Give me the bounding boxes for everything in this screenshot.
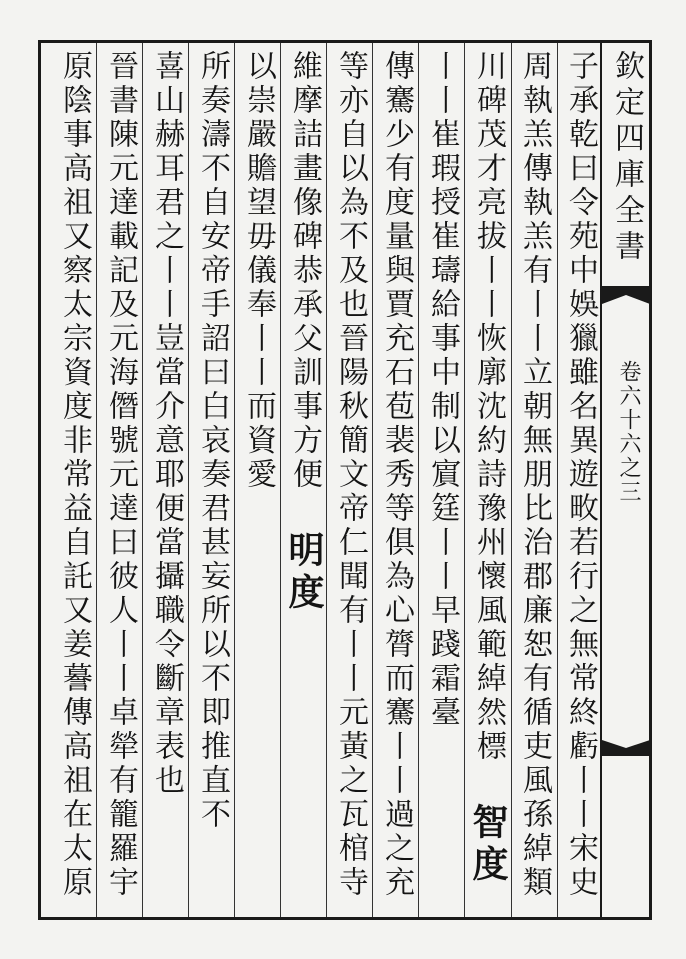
text-column-3	[467, 50, 509, 910]
text-column-9	[194, 50, 230, 910]
text-column-12	[56, 50, 92, 910]
column-text: 所奏濤不自安帝手詔曰白哀奏君甚妄所以不即推直不	[195, 50, 230, 832]
column-rule	[418, 43, 419, 917]
column-rule	[96, 43, 97, 917]
book-title: 欽定四庫全書	[609, 50, 644, 266]
column-rule	[234, 43, 235, 917]
column-text: 等亦自以為不及也晉陽秋簡文帝仁聞有丨丨元黃之瓦棺寺	[333, 50, 368, 900]
column-rule	[372, 43, 373, 917]
column-text: 傳騫少有度量與賈充石苞裴秀等俱為心膂而騫丨丨過之充	[379, 50, 414, 900]
column-text: 周執羔傳執羔有丨丨立朝無朋比治郡廉恕有循吏風孫綽類	[517, 50, 552, 900]
column-text: 晉書陳元達載記及元海僭號元達曰彼人丨丨卓犖有籠羅宇	[103, 50, 138, 900]
volume-label: 卷六十六之三	[616, 360, 641, 504]
column-text: 川碑茂才亮拔丨丨恢廓沈約詩豫州懷風範綽然標	[471, 50, 506, 764]
text-column-1	[562, 50, 598, 910]
column-text: 維摩詰畫像碑恭承父訓事方便	[287, 50, 322, 492]
text-column-11	[102, 50, 138, 910]
entry-heading: 明度	[283, 531, 325, 615]
text-column-8	[240, 50, 276, 910]
column-text: 喜山赫耳君之丨丨豈當介意耶便當攝職令斷章表也	[149, 50, 184, 798]
column-text: 子承乾曰令苑中娛獵雖名異遊畋若行之無常終虧丨丨宋史	[563, 50, 598, 900]
column-rule	[142, 43, 143, 917]
column-text: 以崇嚴贍望毋儀奉丨丨而資愛	[241, 50, 276, 492]
column-text: 原陰事高祖又察太宗資度非常益自託又姜謩傳高祖在太原	[57, 50, 92, 900]
text-column-5	[378, 50, 414, 910]
column-text: 丨丨崔瑕授崔璹給事中制以賔筳丨丨早踐霜臺	[425, 50, 460, 730]
column-rule	[511, 43, 512, 917]
column-rule	[188, 43, 189, 917]
column-rule	[326, 43, 327, 917]
text-column-4	[424, 50, 460, 910]
text-column-6	[332, 50, 368, 910]
text-column-10	[148, 50, 184, 910]
column-rule	[464, 43, 465, 917]
entry-heading: 智度	[467, 803, 509, 887]
column-rule	[280, 43, 281, 917]
column-rule	[557, 43, 558, 917]
text-column-7	[283, 50, 325, 910]
margin-divider	[600, 40, 602, 920]
text-column-2	[516, 50, 552, 910]
